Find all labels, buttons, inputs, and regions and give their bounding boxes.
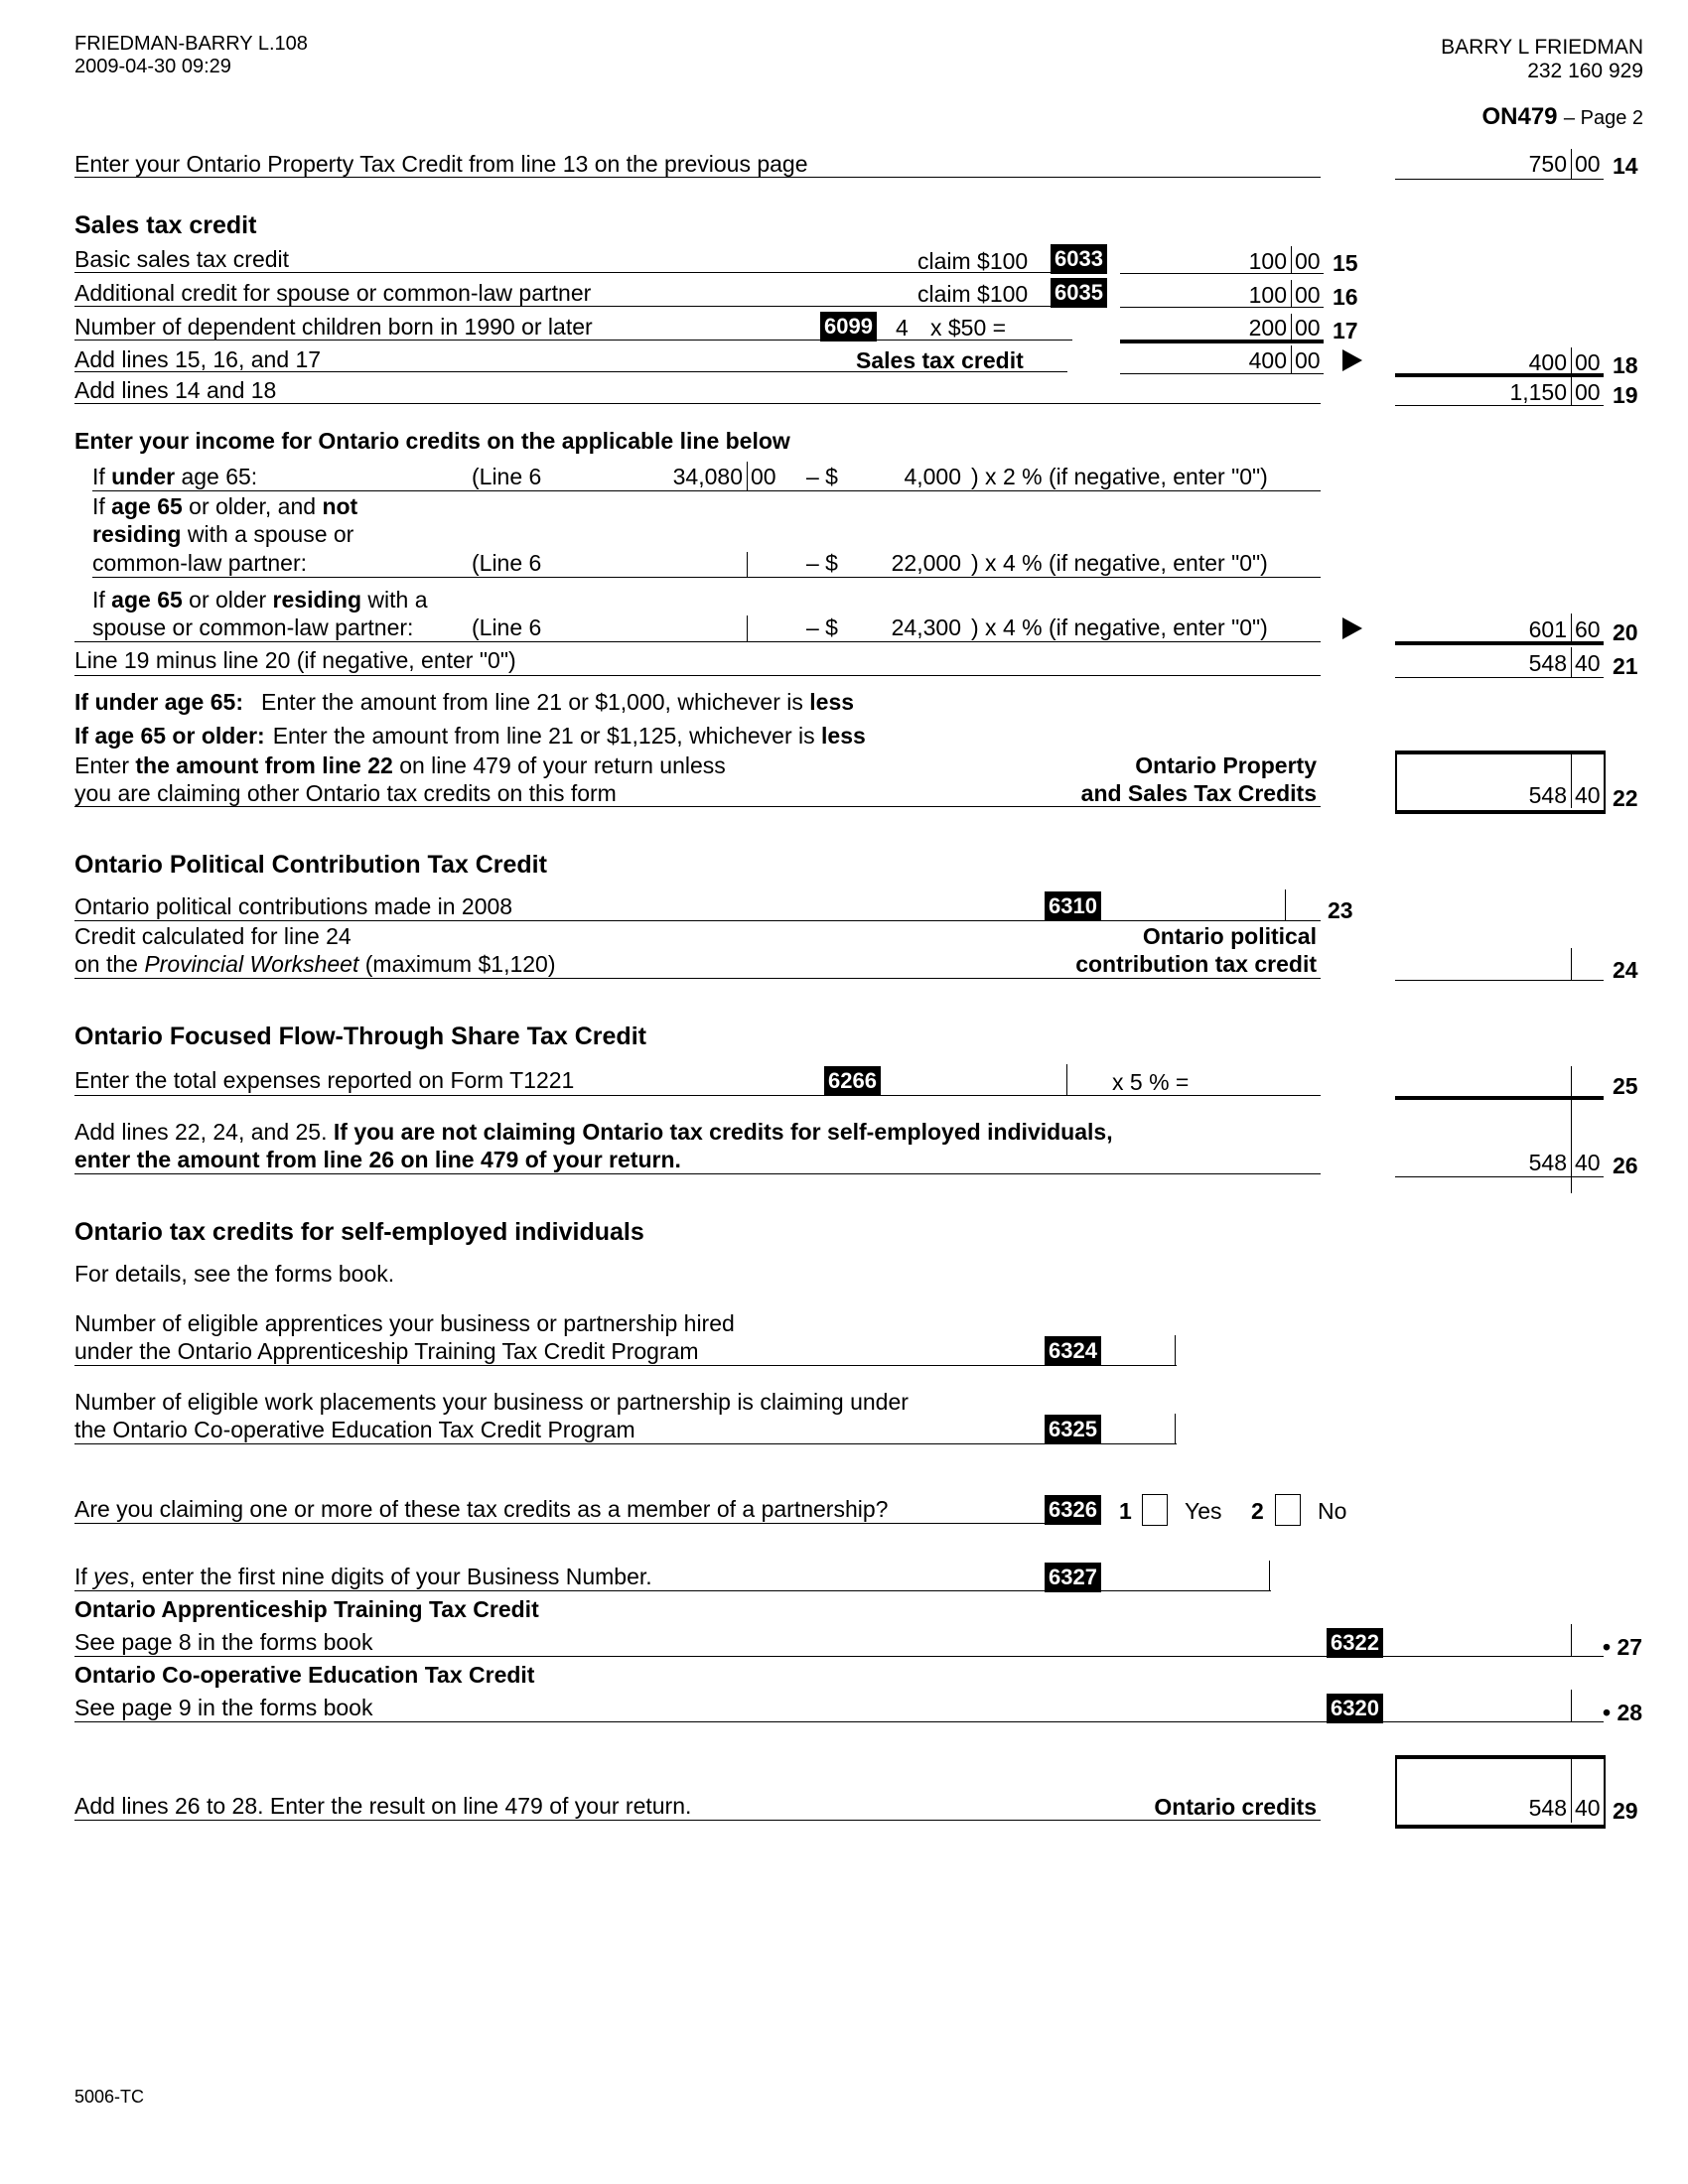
line21-cents[interactable]: 40 (1575, 650, 1601, 676)
line18-subtotal-dollars[interactable]: 400 (1248, 347, 1287, 373)
line27-title: Ontario Apprenticeship Training Tax Credit (74, 1596, 539, 1622)
cents-divider (1291, 280, 1292, 308)
arrow-right-icon (1342, 617, 1362, 639)
field-code-6324: 6324 (1045, 1336, 1101, 1366)
text-bold: under (111, 464, 176, 489)
line22-result-label2: and Sales Tax Credits (1080, 780, 1317, 806)
text-bold: the amount from line 22 (135, 752, 393, 778)
text-bold: If under age 65: (74, 689, 243, 715)
over65-alone-income-field[interactable] (747, 552, 748, 578)
line22-under65 (74, 689, 854, 716)
line6-ref: (Line 6 (472, 464, 542, 489)
line29-cents[interactable]: 40 (1575, 1795, 1601, 1821)
line16-label: Additional credit for spouse or common-law partner (74, 280, 592, 306)
details-note: For details, see the forms book. (74, 1261, 395, 1287)
line22-instruction2: you are claiming other Ontario tax credits on this form (74, 780, 617, 806)
text: or older, and (182, 493, 323, 519)
text: If (92, 464, 112, 489)
text: on line 479 of your return unless (392, 752, 726, 778)
placements-label2: the Ontario Co-operative Education Tax Credit Program (74, 1417, 635, 1442)
field-code-6033: 6033 (1051, 244, 1107, 274)
line-number: 20 (1613, 619, 1638, 645)
text: with a spouse or (181, 521, 354, 547)
line-number: 15 (1333, 250, 1358, 276)
line14-field-underline (1395, 179, 1604, 180)
business-number-field[interactable] (1269, 1561, 1270, 1590)
text: with a (361, 587, 428, 613)
cents-divider (1571, 647, 1572, 677)
line-number: 17 (1333, 318, 1358, 343)
line18-cents[interactable]: 00 (1575, 349, 1601, 375)
line24-result-label2: contribution tax credit (1075, 951, 1317, 977)
line14-cents[interactable]: 00 (1575, 151, 1601, 177)
line28-title: Ontario Co-operative Education Tax Credit (74, 1662, 535, 1688)
section-title-sales-tax: Sales tax credit (74, 211, 257, 239)
under65-income-cents[interactable]: 00 (751, 464, 776, 489)
line22-cents[interactable]: 40 (1575, 782, 1601, 808)
line18-subtotal-cents[interactable]: 00 (1295, 347, 1321, 373)
arrow-right-icon (1342, 349, 1362, 371)
line15-claim: claim $100 (917, 248, 1029, 274)
over65-alone-threshold: 22,000 (891, 550, 961, 576)
line28-label: See page 9 in the forms book (74, 1695, 373, 1720)
cents-divider (1571, 149, 1572, 179)
divider (74, 1820, 1321, 1821)
ontario-credits-label: Ontario credits (1154, 1794, 1317, 1820)
field-underline (1395, 677, 1604, 678)
divider (74, 641, 1321, 642)
divider (92, 490, 1321, 491)
line26-dollars[interactable]: 548 (1528, 1150, 1567, 1175)
cents-divider (1291, 246, 1292, 274)
over65-spouse-income-field[interactable] (747, 615, 748, 641)
divider (74, 1443, 1177, 1444)
cents-divider (1571, 1757, 1572, 1823)
over65-spouse-rate: ) x 4 % (if negative, enter "0") (971, 614, 1268, 640)
field-code-6035: 6035 (1051, 278, 1107, 308)
field-code-6322: 6322 (1327, 1628, 1383, 1658)
field-code-6266: 6266 (824, 1066, 881, 1096)
cents-divider (1291, 314, 1292, 341)
over65-alone-line1 (92, 493, 357, 520)
line23-label: Ontario political contributions made in 2008 (74, 893, 513, 919)
yes-checkbox[interactable] (1142, 1494, 1168, 1526)
under65-rate: ) x 2 % (if negative, enter "0") (971, 464, 1268, 489)
line-number: • 27 (1603, 1634, 1643, 1660)
partnership-question: Are you claiming one or more of these tax credits as a member of a partnership? (74, 1496, 889, 1522)
line-number: 16 (1333, 284, 1358, 310)
line17-cents[interactable]: 00 (1295, 315, 1321, 341)
divider (74, 1523, 1067, 1524)
over65-alone-line2 (92, 521, 353, 548)
text: on the (74, 951, 145, 977)
no-label: No (1318, 1498, 1347, 1524)
over65-alone-rate: ) x 4 % (if negative, enter "0") (971, 550, 1268, 576)
under65-threshold: 4,000 (904, 464, 961, 489)
line19-cents[interactable]: 00 (1575, 379, 1601, 405)
line-number: 19 (1613, 382, 1638, 408)
divider (74, 920, 1321, 921)
yes-label: Yes (1185, 1498, 1222, 1524)
field-code-6325: 6325 (1045, 1415, 1101, 1444)
cents-divider (1571, 948, 1572, 980)
line20-dollars[interactable]: 601 (1528, 616, 1567, 642)
divider (74, 403, 1321, 404)
file-id: FRIEDMAN-BARRY L.108 (74, 33, 308, 55)
divider (74, 675, 1321, 676)
divider (74, 177, 1321, 178)
field-underline (1395, 1176, 1604, 1177)
text: (maximum $1,120) (358, 951, 556, 977)
line24-field[interactable] (1395, 980, 1604, 981)
placements-label1: Number of eligible work placements your business or partnership is claiming under (74, 1389, 909, 1415)
text-bold: less (821, 723, 866, 749)
cents-divider (1571, 752, 1572, 808)
line18-label: Add lines 15, 16, and 17 (74, 346, 322, 372)
section-title-flow-through: Ontario Focused Flow-Through Share Tax Credit (74, 1023, 646, 1050)
text: If (74, 1564, 94, 1589)
divider (92, 577, 1321, 578)
field-code-6326: 6326 (1045, 1495, 1101, 1525)
line23-field[interactable] (1285, 889, 1286, 920)
minus-dollar: – $ (806, 464, 838, 489)
line22-instruction1 (74, 752, 726, 779)
line15-label: Basic sales tax credit (74, 246, 290, 272)
line26-cents[interactable]: 40 (1575, 1150, 1601, 1175)
line21-label: Line 19 minus line 20 (if negative, enter "0") (74, 647, 516, 673)
text: Enter the amount from line 21 or $1,125, whichever is (272, 723, 822, 749)
field-code-6327: 6327 (1045, 1563, 1101, 1592)
taxpayer-name: BARRY L FRIEDMAN (1441, 36, 1643, 59)
section-title-self-employed: Ontario tax credits for self-employed individuals (74, 1218, 644, 1246)
line15-cents[interactable]: 00 (1295, 248, 1321, 274)
under65-income-dollars[interactable]: 34,080 (672, 464, 743, 489)
field-code-6310: 6310 (1045, 891, 1101, 921)
line27-field[interactable] (1571, 1624, 1572, 1656)
option2-number: 2 (1251, 1498, 1264, 1524)
page-label: – Page 2 (1563, 107, 1643, 129)
line29-dollars[interactable]: 548 (1528, 1795, 1567, 1821)
over65-spouse-threshold: 24,300 (891, 614, 961, 640)
line17-label: Number of dependent children born in 1990 or later (74, 314, 593, 340)
minus-dollar: – $ (806, 614, 838, 640)
form-code: ON479 (1481, 103, 1558, 130)
text: If (92, 587, 112, 613)
text: , enter the first nine digits of your Business Number. (128, 1564, 652, 1589)
text-bold: If age 65 or older: (74, 723, 265, 749)
line26-label2: enter the amount from line 26 on line 479 of your return. (74, 1147, 681, 1172)
line22-dollars[interactable]: 548 (1528, 782, 1567, 808)
line28-field[interactable] (1571, 1690, 1572, 1721)
line-number: 18 (1613, 352, 1638, 378)
text: Enter (74, 752, 136, 778)
section-title-political: Ontario Political Contribution Tax Credit (74, 851, 547, 879)
text-bold: If you are not claiming Ontario tax credits for self-employed individuals, (333, 1119, 1113, 1145)
line25-field[interactable] (1395, 1096, 1604, 1100)
text-bold: age 65 (111, 493, 183, 519)
line-number: 29 (1613, 1798, 1638, 1824)
text: or older (182, 587, 273, 613)
line17-multiplier: x $50 = (930, 315, 1007, 341)
line-number: 14 (1613, 153, 1638, 179)
line26-label1 (74, 1119, 1113, 1146)
text-italic: yes (93, 1564, 129, 1589)
line25-expenses-field[interactable] (1066, 1064, 1067, 1095)
line-number: • 28 (1603, 1700, 1643, 1725)
under65-label (92, 464, 257, 490)
apprentices-label1: Number of eligible apprentices your business or partnership hired (74, 1310, 735, 1336)
line-number: 23 (1328, 897, 1353, 923)
line24-result-label1: Ontario political (1142, 923, 1317, 949)
option1-number: 1 (1119, 1498, 1132, 1524)
line-number: 22 (1613, 785, 1638, 811)
apprentices-field[interactable] (1175, 1335, 1176, 1365)
cents-divider (1571, 1066, 1572, 1193)
cents-divider (747, 462, 748, 491)
text: Add lines 22, 24, and 25. (74, 1119, 334, 1145)
line22-over65 (74, 723, 866, 750)
over65-spouse-line1 (92, 587, 428, 614)
line22-result-label1: Ontario Property (1135, 752, 1317, 778)
line25-label: Enter the total expenses reported on Form T1221 (74, 1067, 575, 1093)
text-bold: less (809, 689, 855, 715)
cents-divider (1571, 347, 1572, 375)
line-number: 24 (1613, 957, 1638, 983)
line18-dollars[interactable]: 400 (1528, 349, 1567, 375)
line16-dollars[interactable]: 100 (1248, 282, 1287, 308)
divider (74, 1365, 1177, 1366)
income-section-title: Enter your income for Ontario credits on the applicable line below (74, 428, 790, 454)
line19-label: Add lines 14 and 18 (74, 377, 277, 403)
line21-dollars[interactable]: 548 (1528, 650, 1567, 676)
apprentices-label2: under the Ontario Apprenticeship Training Tax Credit Program (74, 1338, 699, 1364)
divider (74, 1173, 1321, 1174)
line6-ref: (Line 6 (472, 614, 542, 640)
form-id-footer: 5006-TC (74, 2087, 145, 2107)
line27-label: See page 8 in the forms book (74, 1629, 373, 1655)
cents-divider (1571, 377, 1572, 405)
text-bold: age 65 (111, 587, 183, 613)
business-number-label (74, 1564, 652, 1590)
field-code-6099: 6099 (820, 312, 877, 341)
line20-cents[interactable]: 60 (1575, 616, 1601, 642)
line15-dollars[interactable]: 100 (1248, 248, 1287, 274)
field-code-6320: 6320 (1327, 1694, 1383, 1723)
cents-divider (1291, 345, 1292, 373)
line17-dollars[interactable]: 200 (1248, 315, 1287, 341)
form-title (1481, 103, 1643, 131)
placements-field[interactable] (1175, 1414, 1176, 1443)
text: If (92, 493, 112, 519)
line14-label: Enter your Ontario Property Tax Credit from line 13 on the previous page (74, 151, 808, 177)
text-bold: not (322, 493, 358, 519)
line-number: 25 (1613, 1073, 1638, 1099)
line-number: 21 (1613, 653, 1638, 679)
line24-label1: Credit calculated for line 24 (74, 923, 352, 949)
line24-label2 (74, 951, 556, 978)
over65-spouse-line2: spouse or common-law partner: (92, 614, 414, 640)
line16-cents[interactable]: 00 (1295, 282, 1321, 308)
no-checkbox[interactable] (1275, 1494, 1301, 1526)
line19-dollars[interactable]: 1,150 (1509, 379, 1567, 405)
line16-claim: claim $100 (917, 281, 1029, 307)
line14-dollars[interactable]: 750 (1528, 151, 1567, 177)
text: age 65: (175, 464, 258, 489)
divider (74, 340, 1072, 341)
divider (74, 978, 1321, 979)
text-bold: residing (272, 587, 362, 613)
timestamp: 2009-04-30 09:29 (74, 56, 231, 77)
line29-label: Add lines 26 to 28. Enter the result on line 479 of your return. (74, 1793, 692, 1819)
text-bold: residing (92, 521, 182, 547)
line-number: 26 (1613, 1153, 1638, 1178)
cents-divider (1571, 614, 1572, 643)
over65-alone-line3: common-law partner: (92, 550, 308, 576)
line6-ref: (Line 6 (472, 550, 542, 576)
minus-dollar: – $ (806, 550, 838, 576)
text-italic: Provincial Worksheet (144, 951, 359, 977)
line25-rate: x 5 % = (1112, 1069, 1190, 1095)
text: Enter the amount from line 21 or $1,000, whichever is (260, 689, 810, 715)
sales-tax-credit-label: Sales tax credit (856, 347, 1024, 373)
children-count[interactable]: 4 (896, 315, 909, 341)
sin: 232 160 929 (1527, 60, 1643, 82)
